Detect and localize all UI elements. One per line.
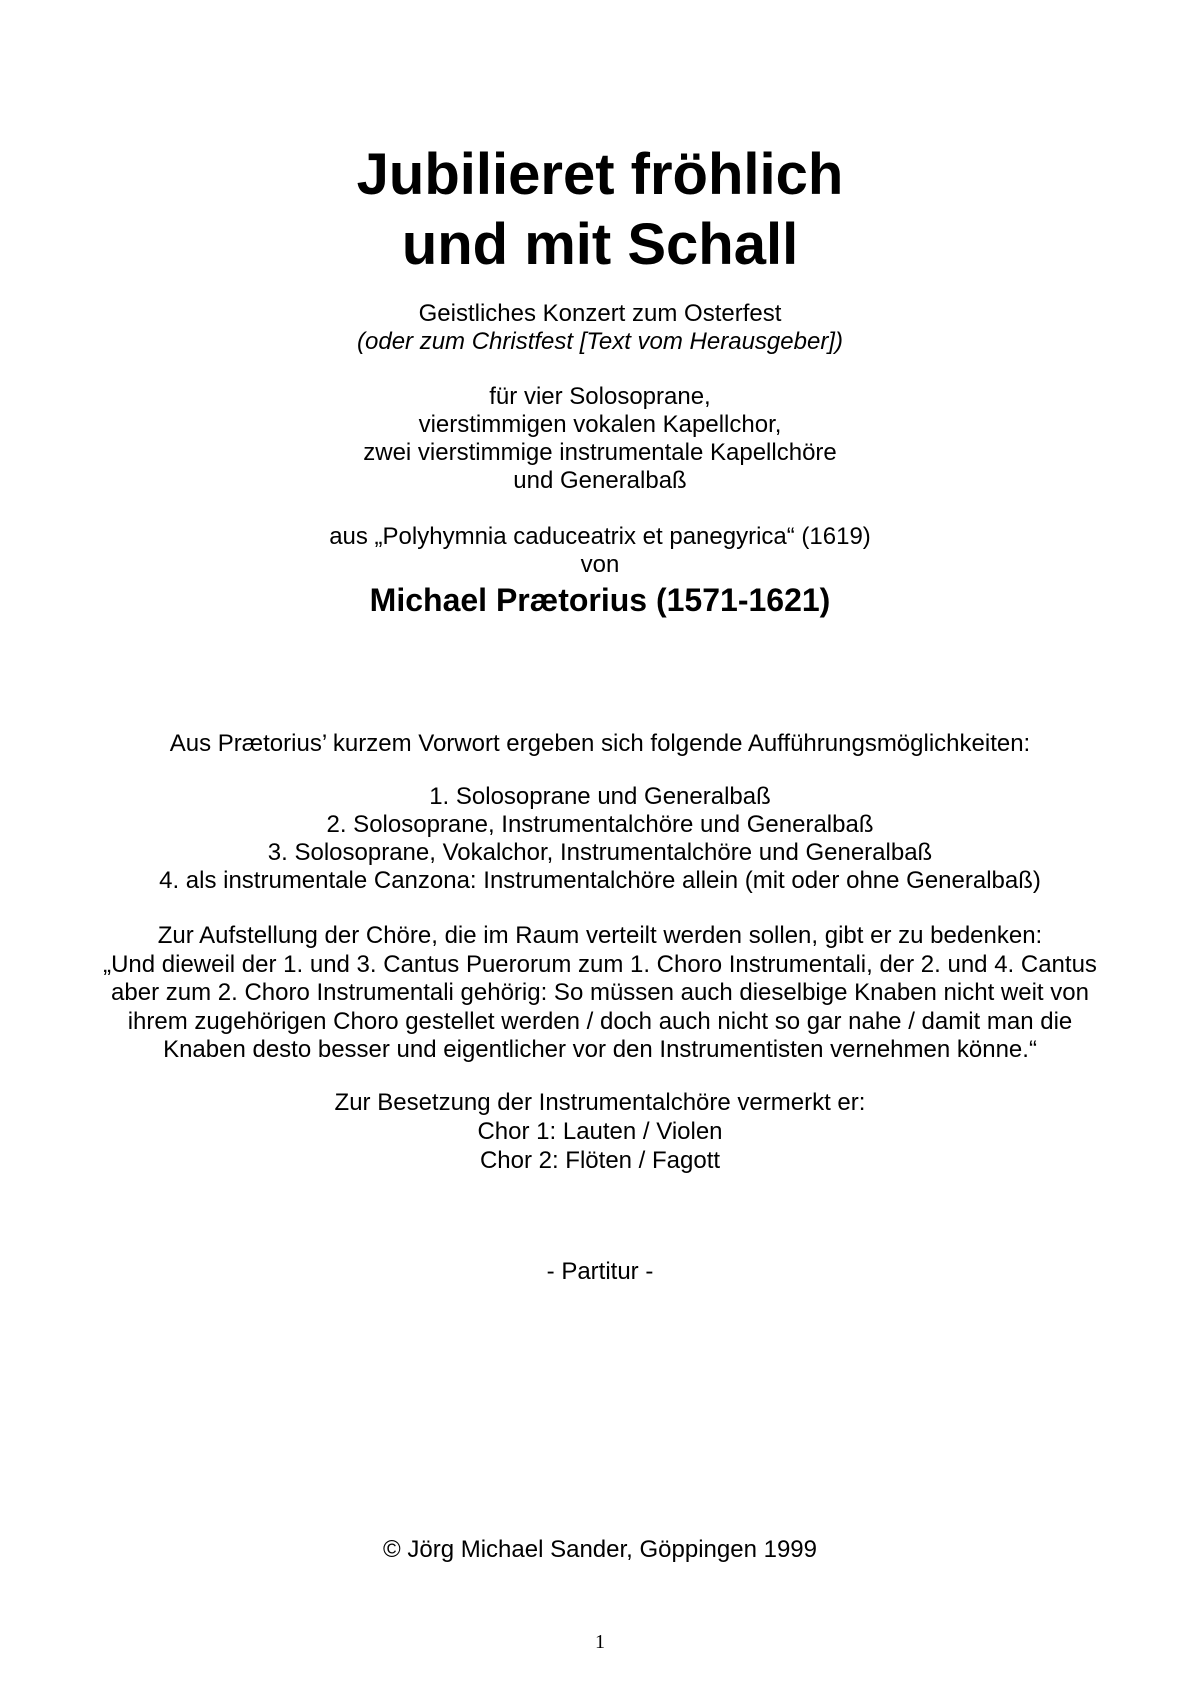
list-item: 4. als instrumentale Canzona: Instrumentalchöre allein (mit oder ohne Generalbaß) bbox=[159, 867, 1041, 894]
source-line-1: aus „Polyhymnia caduceatrix et panegyrica“ (1619) bbox=[329, 523, 871, 550]
list-item: 3. Solosoprane, Vokalchor, Instrumentalchöre und Generalbaß bbox=[267, 839, 933, 866]
scoring-line: vierstimmigen vokalen Kapellchor, bbox=[418, 411, 782, 438]
scoring-line: für vier Solosoprane, bbox=[489, 383, 711, 410]
subtitle-line-1: Geistliches Konzert zum Osterfest bbox=[418, 300, 782, 327]
paragraph-line: Knaben desto besser und eigentlicher vor den Instrumentisten vernehmen könne.“ bbox=[163, 1036, 1037, 1063]
composer-name: Michael Prætorius (1571-1621) bbox=[369, 582, 831, 618]
intro-paragraph: Aus Prætorius’ kurzem Vorwort ergeben sich folgende Aufführungsmöglichkeiten: bbox=[169, 730, 1031, 757]
scoring-line: und Generalbaß bbox=[513, 467, 687, 494]
score-label: - Partitur - bbox=[546, 1258, 654, 1285]
page-number: 1 bbox=[595, 1631, 605, 1653]
title-line-1: Jubilieret fröhlich bbox=[356, 142, 844, 207]
list-item: 2. Solosoprane, Instrumentalchöre und Generalbaß bbox=[326, 811, 874, 838]
title-line-2: und mit Schall bbox=[401, 212, 799, 277]
choir-placement-paragraph bbox=[0, 922, 1200, 1065]
paragraph-line: aber zum 2. Choro Instrumentali gehörig: So müssen auch dieselbige Knaben nicht weit von bbox=[111, 979, 1089, 1006]
subtitle bbox=[0, 300, 1200, 356]
instrumentation-block bbox=[0, 1088, 1200, 1175]
scoring-block bbox=[0, 383, 1200, 495]
copyright-notice: © Jörg Michael Sander, Göppingen 1999 bbox=[383, 1536, 817, 1563]
scoring-line: zwei vierstimmige instrumentale Kapellchöre bbox=[363, 439, 837, 466]
subtitle-line-2: (oder zum Christfest [Text vom Herausgeber]) bbox=[357, 328, 843, 355]
paragraph-line: „Und dieweil der 1. und 3. Cantus Puerorum zum 1. Choro Instrumentali, der 2. und 4. Cantus bbox=[103, 950, 1097, 978]
instrumentation-line: Chor 1: Lauten / Violen bbox=[477, 1118, 723, 1145]
document-title bbox=[0, 140, 1200, 280]
list-item: 1. Solosoprane und Generalbaß bbox=[429, 783, 771, 810]
instrumentation-line: Chor 2: Flöten / Fagott bbox=[479, 1147, 721, 1174]
paragraph-line: ihrem zugehörigen Choro gestellet werden / doch auch nicht so gar nahe / damit man die bbox=[127, 1007, 1073, 1035]
source-block bbox=[0, 523, 1200, 579]
performance-options-list bbox=[0, 783, 1200, 895]
instrumentation-line: Zur Besetzung der Instrumentalchöre vermerkt er: bbox=[334, 1089, 866, 1116]
paragraph-line: Zur Aufstellung der Chöre, die im Raum verteilt werden sollen, gibt er zu bedenken: bbox=[157, 922, 1043, 949]
source-line-2: von bbox=[580, 551, 620, 578]
